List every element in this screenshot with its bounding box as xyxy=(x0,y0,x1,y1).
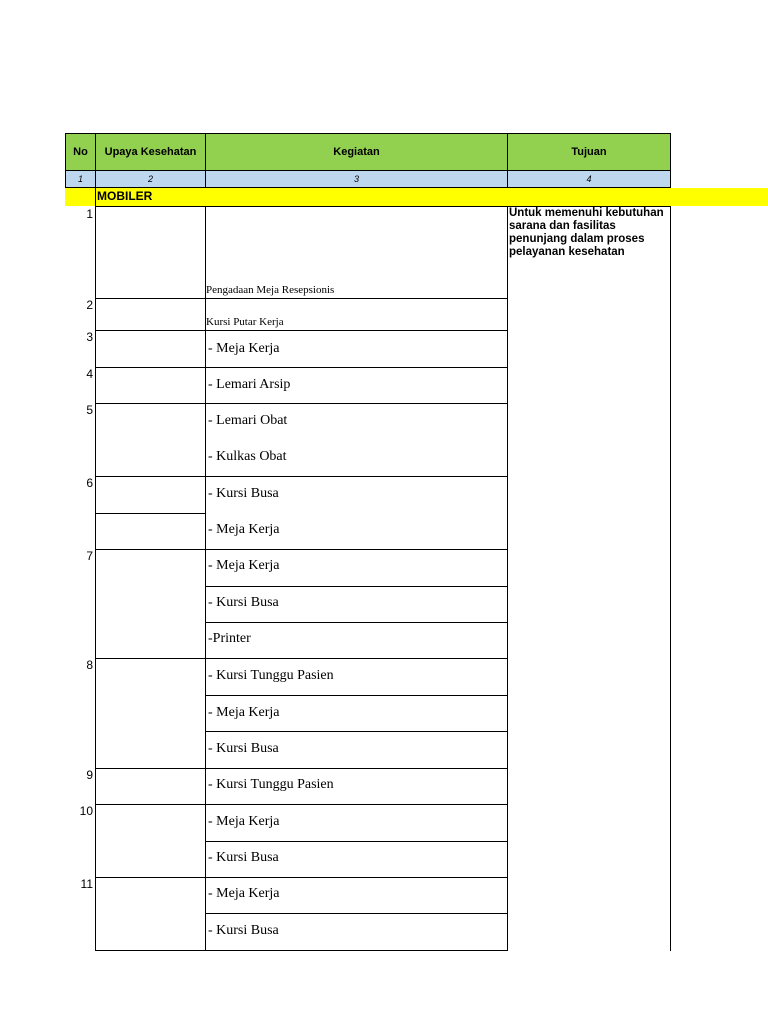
kegiatan-item: - Kursi Busa xyxy=(208,486,279,501)
col-number-3: 3 xyxy=(205,170,508,188)
kegiatan-item: - Kursi Tunggu Pasien xyxy=(208,668,334,683)
upaya-cell xyxy=(95,206,206,299)
kegiatan-item: - Kursi Busa xyxy=(208,850,279,865)
kegiatan-item: - Lemari Arsip xyxy=(208,377,291,392)
kegiatan-item: Kursi Putar Kerja xyxy=(206,316,284,328)
kegiatan-item: - Kursi Busa xyxy=(208,741,279,756)
col-number-1: 1 xyxy=(65,170,96,188)
kegiatan-item: - Meja Kerja xyxy=(208,522,280,537)
header-tujuan: Tujuan xyxy=(507,133,671,171)
upaya-cell xyxy=(95,476,206,514)
kegiatan-item: - Meja Kerja xyxy=(208,814,280,829)
upaya-cell xyxy=(95,367,206,404)
kegiatan-item: - Kursi Tunggu Pasien xyxy=(208,777,334,792)
row-number: 4 xyxy=(86,367,93,381)
row-number: 2 xyxy=(86,298,93,312)
kegiatan-item: - Lemari Obat xyxy=(208,413,288,428)
header-no: No xyxy=(65,133,96,171)
kegiatan-item: - Meja Kerja xyxy=(208,558,280,573)
kegiatan-item: Pengadaan Meja Resepsionis xyxy=(206,284,335,296)
kegiatan-item: - Kulkas Obat xyxy=(208,449,287,464)
row-number: 1 xyxy=(86,207,93,221)
upaya-cell xyxy=(95,330,206,368)
row-number: 11 xyxy=(80,877,93,891)
upaya-cell xyxy=(95,298,206,331)
upaya-cell xyxy=(95,768,206,805)
row-number: 7 xyxy=(86,549,93,563)
col-number-2: 2 xyxy=(95,170,206,188)
header-upaya-kesehatan: Upaya Kesehatan xyxy=(95,133,206,171)
row-number: 9 xyxy=(86,768,93,782)
kegiatan-item: - Kursi Busa xyxy=(208,595,279,610)
upaya-cell xyxy=(95,658,206,769)
row-number: 5 xyxy=(86,403,93,417)
row-number: 10 xyxy=(79,804,93,818)
upaya-cell xyxy=(95,804,206,878)
tujuan-text: Untuk memenuhi kebutuhan sarana dan fasilitas penunjang dalam proses pelayanan kesehatan xyxy=(509,207,664,258)
row-number: 3 xyxy=(86,330,93,344)
upaya-cell xyxy=(95,549,206,659)
row-number: 8 xyxy=(86,658,93,672)
row-number: 6 xyxy=(86,476,93,490)
upaya-cell xyxy=(95,403,206,477)
section-band xyxy=(65,188,768,206)
col-number-4: 4 xyxy=(507,170,671,188)
tujuan-right-border xyxy=(670,206,671,951)
header-kegiatan: Kegiatan xyxy=(205,133,508,171)
upaya-cell xyxy=(95,513,206,550)
section-divider xyxy=(95,188,96,206)
kegiatan-item: - Meja Kerja xyxy=(208,341,280,356)
kegiatan-item: - Kursi Busa xyxy=(208,923,279,938)
kegiatan-item: -Printer xyxy=(208,631,251,646)
section-title: MOBILER xyxy=(97,189,153,203)
upaya-cell xyxy=(95,877,206,951)
kegiatan-item: - Meja Kerja xyxy=(208,705,280,720)
kegiatan-item: - Meja Kerja xyxy=(208,886,280,901)
